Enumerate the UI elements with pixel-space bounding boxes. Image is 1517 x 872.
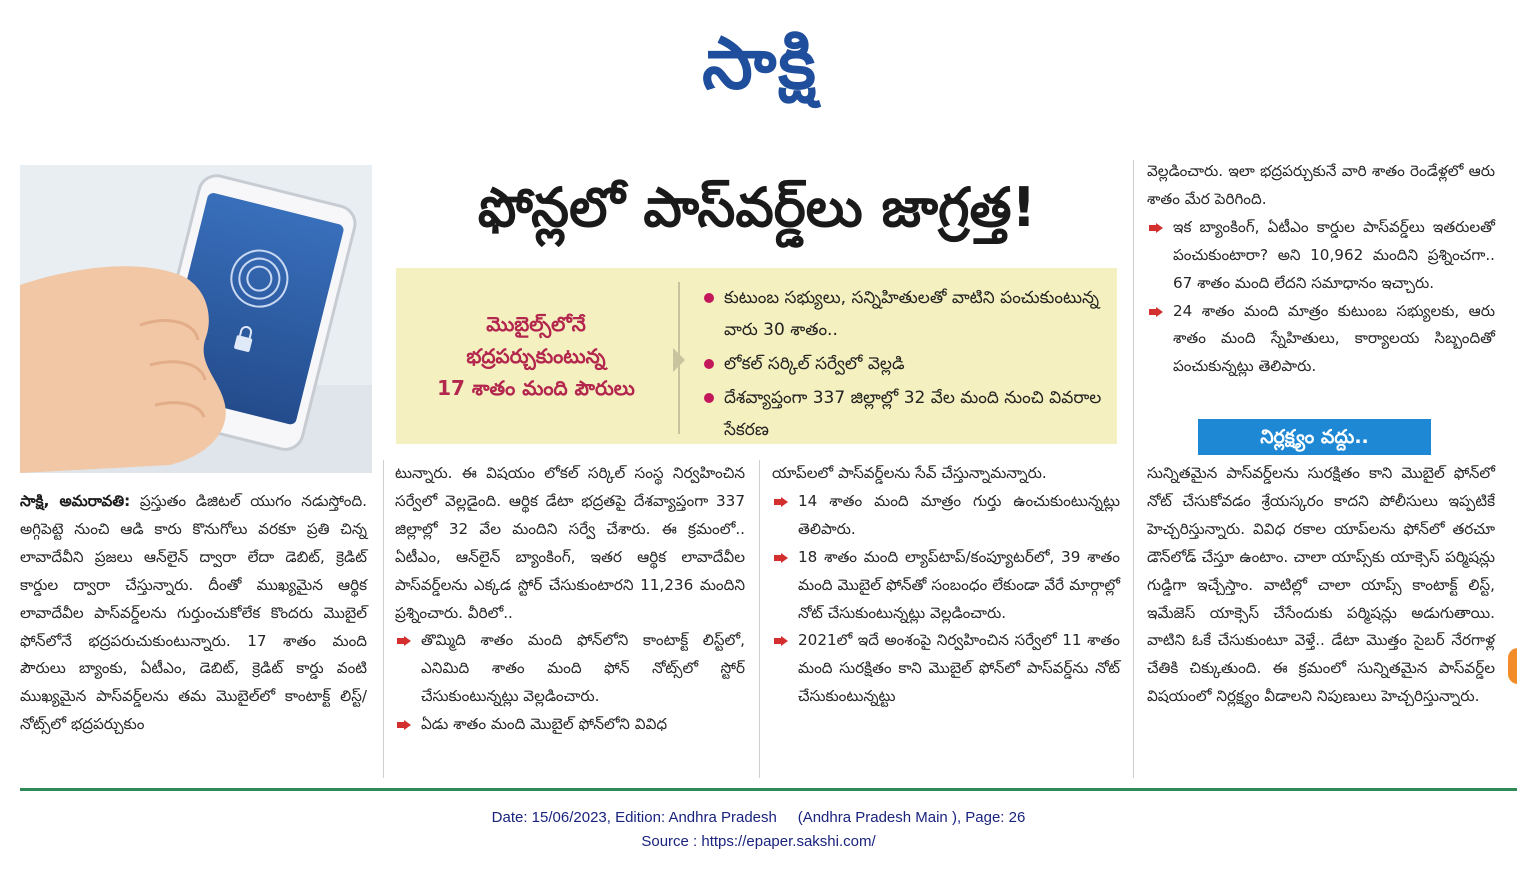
list-item — [772, 627, 1120, 711]
bullet-dot-icon — [704, 293, 714, 303]
article-column-4-top — [1147, 158, 1495, 381]
article-column-1 — [20, 488, 367, 739]
list-item — [395, 711, 745, 739]
list-item — [1147, 298, 1495, 382]
bullet-dot-icon — [704, 393, 714, 403]
highlight-summary-line: మొబైల్స్‌లోనే — [486, 312, 586, 336]
list-item — [772, 544, 1120, 628]
arrow-bullet-icon — [1149, 223, 1163, 233]
highlight-bullets — [702, 282, 1102, 448]
column-rule — [383, 460, 384, 778]
column-rule — [759, 460, 760, 778]
highlight-box — [396, 268, 1117, 444]
footer-date-edition: Date: 15/06/2023, Edition: Andhra Pradesh (Andhra Pradesh Main ), Page: 26 — [491, 809, 1026, 826]
paragraph-text: టున్నారు. ఈ విషయం లోకల్ సర్కిల్ సంస్థ నిర్వహించిన సర్వేలో వెల్లడైంది. ఆర్థిక డేటా భద్రతపై దేశవ్యాప్తంగా 337 జిల్లాల్లో 32 వేల మందిని సర్వే చేశారు. ఈ క్రమంలో.. ఏటీఎం, ఆన్‌లైన్ బ్యాంకింగ్, ఇతర ఆర్థిక లావాదేవీల పాస్‌వర్డ్‌లను ఎక్కడ స్టోర్ చేసుకుంటారని 11,236 మందిని ప్రశ్నించారు. వీరిలో.. — [395, 464, 745, 622]
highlight-summary-line: 17 శాతం మంది పౌరులు — [437, 376, 635, 400]
article-photo — [20, 165, 372, 473]
paragraph-text: యాప్‌లలో పాస్‌వర్డ్‌లను సేవ్ చేస్తున్నామన్నారు. — [772, 464, 1047, 482]
phone-in-hand-image — [20, 165, 372, 473]
masthead-logo: సాక్షి — [702, 21, 818, 105]
arrow-bullet-icon — [774, 636, 788, 646]
footer-source-link[interactable]: Source : https://epaper.sakshi.com/ — [641, 833, 876, 850]
paragraph-text: సున్నితమైన పాస్‌వర్డ్‌లను సురక్షితం కాని మొబైల్ ఫోన్‌లో నోట్ చేసుకోవడం శ్రేయస్కరం కాదని పోలీసులు ఇప్పటికే హెచ్చరిస్తున్నారు. వివిధ రకాల యాప్‌లను ఫోన్‌లో తరచూ డౌన్‌లోడ్ చేస్తూ ఉంటాం. చాలా యాప్స్‌కు యాక్సెస్ పర్మిషన్లు గుడ్డిగా ఇచ్చేస్తాం. వాటిల్లో చాలా యాప్స్ కాంటాక్ట్ లిస్ట్, ఇమేజెస్ యాక్సెస్ చేసేందుకు పర్మిషన్లు అడుగుతాయి. వాటిని ఓకే చేసుకుంటూ వెళ్తే.. డేటా మొత్తం సైబర్ నేరగాళ్ల చేతికి చిక్కుతుంది. ఈ క్రమంలో సున్నితమైన పాస్‌వర్డ్‌ల విషయంలో నిర్లక్ష్యం వీడాలని నిపుణులు హెచ్చరిస్తున్నారు. — [1147, 464, 1495, 706]
list-item-text: 24 శాతం మంది మాత్రం కుటుంబ సభ్యులకు, ఆరు శాతం మంది స్నేహితులు, కార్యాలయ సిబ్బందితో పంచుకున్నట్లు తెలిపారు. — [1173, 301, 1495, 376]
highlight-bullet-item — [702, 382, 1102, 446]
arrow-bullet-icon — [397, 636, 411, 646]
highlight-arrow-icon — [673, 348, 685, 372]
list-item-text: 2021లో ఇదే అంశంపై నిర్వహించిన సర్వేలో 11 శాతం మంది సురక్షితం కాని మొబైల్ ఫోన్‌లో పాస్‌వర్డ్‌ను నోట్ చేసుకుంటున్నట్టు — [798, 631, 1120, 706]
list-item — [772, 488, 1120, 544]
list-item-text: ఇక బ్యాంకింగ్, ఏటీఎం కార్డుల పాస్‌వర్డ్‌లు ఇతరులతో పంచుకుంటారా? అని 10,962 మందిని ప్రశ్నించగా.. 67 శాతం మంది లేదని సమాధానం ఇచ్చారు. — [1173, 217, 1495, 292]
list-item — [395, 627, 745, 711]
paragraph-text: ప్రస్తుతం డిజిటల్ యుగం నడుస్తోంది. అగ్గిపెట్టె నుంచి ఆడి కారు కొనుగోలు వరకూ ప్రతి చిన్న లావాదేవీని ప్రజలు ఆన్‌లైన్ ద్వారా లేదా డెబిట్, క్రెడిట్ కార్డుల ద్వారా చేస్తున్నారు. దీంతో ముఖ్యమైన ఆర్థిక లావాదేవీల పాస్‌వర్డ్‌లను గుర్తుంచుకోలేక కొందరు మొబైల్ ఫోన్‌లోనే భద్రపరుచుకుంటున్నారు. 17 శాతం మంది పౌరులు బ్యాంకు, ఏటీఎం, డెబిట్, క్రెడిట్ కార్డు వంటి ముఖ్యమైన పాస్‌వర్డ్‌లను తమ మొబైల్‌లో కాంటాక్ట్ లిస్ట్/నోట్స్‌లో భద్రపర్చుకుం — [20, 492, 367, 734]
article-column-2 — [395, 460, 745, 739]
article-headline: ఫోన్లలో పాస్‌వర్డ్‌లు జాగ్రత్త! — [477, 176, 1037, 239]
list-item-text: ఏడు శాతం మంది మొబైల్ ఫోన్‌లోని వివిధ — [421, 715, 668, 734]
highlight-bullet-item — [702, 282, 1102, 346]
subheading: నిర్లక్ష్యం వద్దు.. — [1198, 419, 1431, 455]
highlight-summary-line: భద్రపర్చుకుంటున్న — [466, 344, 606, 368]
list-item-text: 18 శాతం మంది ల్యాప్‌టాప్/కంప్యూటర్‌లో, 39 శాతం మంది మొబైల్ ఫోన్‌తో సంబంధం లేకుండా వేరే మార్గాల్లో నోట్ చేసుకుంటున్నట్లు వెల్లడించారు. — [798, 547, 1120, 622]
highlight-bullet-text: లోకల్ సర్కిల్ సర్వేలో వెల్లడి — [724, 354, 905, 374]
arrow-bullet-icon — [774, 497, 788, 507]
side-tab-handle[interactable] — [1508, 648, 1517, 684]
article-column-3 — [772, 460, 1120, 711]
column-rule — [1133, 160, 1134, 778]
footer — [0, 806, 1517, 854]
highlight-bullet-text: దేశవ్యాప్తంగా 337 జిల్లాల్లో 32 వేల మంది నుంచి వివరాల సేకరణ — [724, 388, 1102, 440]
highlight-bullet-text: కుటుంబ సభ్యులు, సన్నిహితులతో వాటిని పంచుకుంటున్న వారు 30 శాతం.. — [724, 288, 1099, 340]
arrow-bullet-icon — [1149, 307, 1163, 317]
list-item-text: తొమ్మిది శాతం మంది ఫోన్‌లోని కాంటాక్ట్ లిస్ట్‌లో, ఎనిమిది శాతం మంది ఫోన్ నోట్స్‌లో స్టోర్ చేసుకుంటున్నట్లు వెల్లడించారు. — [421, 631, 745, 706]
column-paragraph — [20, 488, 367, 739]
highlight-summary — [396, 268, 676, 444]
footer-rule — [20, 788, 1517, 791]
arrow-bullet-icon — [774, 553, 788, 563]
highlight-bullet-item — [702, 348, 1102, 380]
dateline: సాక్షి, అమరావతి: — [20, 492, 131, 510]
article-column-4-bottom — [1147, 460, 1495, 711]
list-item-text: 14 శాతం మంది మాత్రం గుర్తు ఉంచుకుంటున్నట్లు తెలిపారు. — [798, 491, 1120, 538]
bullet-dot-icon — [704, 359, 714, 369]
paragraph-text: వెల్లడించారు. ఇలా భద్రపర్చుకునే వారి శాతం రెండేళ్లలో ఆరు శాతం మేర పెరిగింది. — [1147, 162, 1495, 208]
arrow-bullet-icon — [397, 720, 411, 730]
list-item — [1147, 214, 1495, 298]
